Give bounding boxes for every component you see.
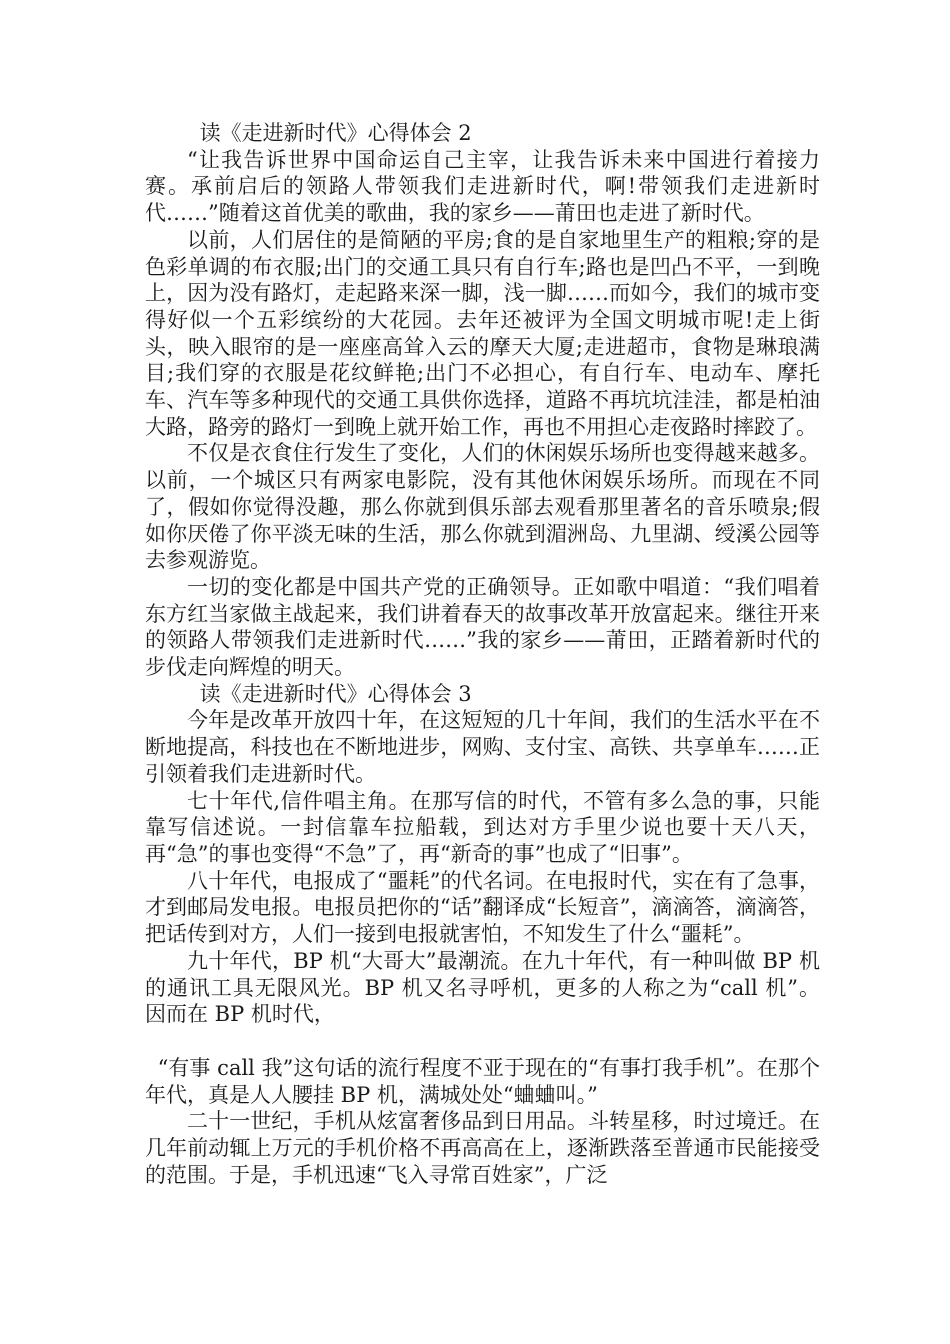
paragraph: 七十年代,信件唱主角。在那写信的时代，不管有多么急的事，只能靠写信述说。一封信靠车拉船载，到达对方手里少说也要十天八天，再“急”的事也变得“不急”了，再“新奇的事”也成了“旧事”。 (145, 788, 820, 866)
section-title: 读《走进新时代》心得体会 3 (199, 681, 472, 706)
section-title: 读《走进新时代》心得体会 2 (199, 121, 472, 145)
paragraph: 九十年代，BP 机“大哥大”最潮流。在九十年代，有一种叫做 BP 机的通讯工具无限风光。BP 机又名寻呼机，更多的人称之为“call 机”。 因而在 BP 机时代， (145, 948, 820, 1027)
paragraph: “让我告诉世界中国命运自己主宰，让我告诉未来中国进行着接力赛。承前启后的领路人带领我们走进新时代，啊!带领我们走进新时代……”随着这首优美的歌曲，我的家乡——莆田也走进了新时代。 (145, 147, 820, 226)
paragraph: “有事 call 我”这句话的流行程度不亚于现在的“有事打我手机”。在那个年代，真是人人腰挂 BP 机，满城处处“蛐蛐叫。” (145, 1055, 820, 1107)
paragraph: 二十一世纪，手机从炫富奢侈品到日用品。斗转星移，时过境迁。在几年前动辄上万元的手机价格不再高高在上，逐渐跌落至普通市民能接受的范围。于是，手机迅速“飞入寻常百姓家”，广泛 (145, 1109, 820, 1187)
paragraph: 一切的变化都是中国共产党的正确领导。正如歌中唱道：“我们唱着东方红当家做主战起来，我们讲着春天的故事改革开放富起来。继往开来的领路人带领我们走进新时代……”我的家乡——莆田，正踏着新时代的步伐走向辉煌的明天。 (145, 574, 820, 680)
paragraph: 今年是改革开放四十年，在这短短的几十年间，我们的生活水平在不断地提高，科技也在不断地进步，网购、支付宝、高铁、共享单车……正引领着我们走进新时代。 (145, 708, 820, 786)
paragraph: 八十年代，电报成了“噩耗”的代名词。在电报时代，实在有了急事，才到邮局发电报。电报员把你的“话”翻译成“长短音”，滴滴答，滴滴答，把话传到对方，人们一接到电报就害怕，不知发生了什么“噩耗”。 (145, 868, 820, 947)
paragraph: 以前，人们居住的是简陋的平房;食的是自家地里生产的粗粮;穿的是色彩单调的布衣服;出门的交通工具只有自行车;路也是凹凸不平，一到晚上，因为没有路灯，走起路来深一脚，浅一脚……而如今，我们的城市变得好似一个五彩缤纷的大花园。去年还被评为全国文明城市呢!走上街头，映入眼帘的是一座座高耸入云的摩天大厦;走进超市，食物是琳琅满目;我们穿的衣服是花纹鲜艳;出门不必担心，有自行车、电动车、摩托车、汽车等多种现代的交通工具供你选择，道路不再坑坑洼洼，都是柏油大路，路旁的路灯一到晚上就开始工作，再也不用担心走夜路时摔跤了。 (145, 227, 820, 439)
paragraph: 不仅是衣食住行发生了变化，人们的休闲娱乐场所也变得越来越多。以前，一个城区只有两家电影院，没有其他休闲娱乐场所。而现在不同了，假如你觉得没趣，那么你就到俱乐部去观看那里著名的音乐喷泉;假如你厌倦了你平淡无味的生活，那么你就到湄洲岛、九里湖、绶溪公园等去参观游览。 (145, 441, 820, 573)
document-page (145, 120, 820, 1188)
paragraph-gap (145, 1028, 820, 1055)
